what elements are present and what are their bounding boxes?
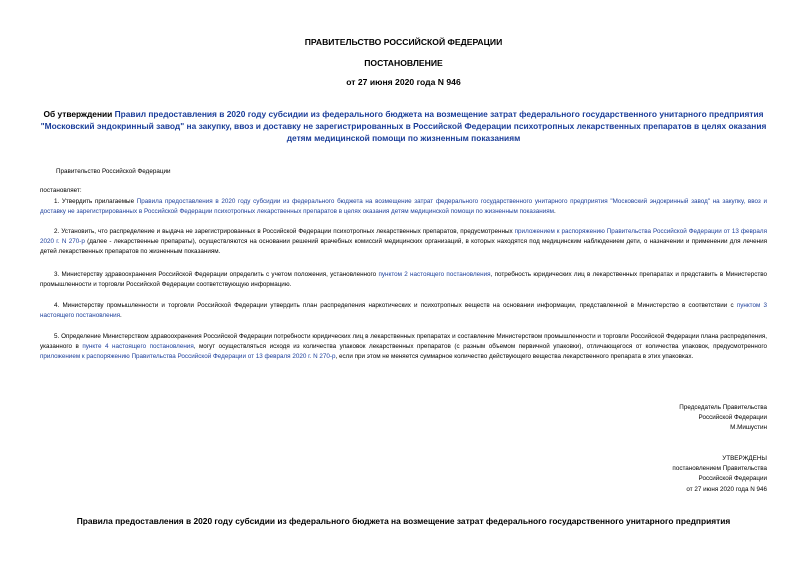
approval-block xyxy=(517,454,767,495)
signature-position: Председатель Правительства xyxy=(679,404,767,411)
rules-heading: Правила предоставления в 2020 году субсидии из федерального бюджета на возмещение затрат федерального государственного унитарного предприятия xyxy=(76,516,731,526)
p4-text-b: . xyxy=(120,312,122,320)
approval-title: УТВЕРЖДЕНЫ xyxy=(722,455,767,462)
p4-item3-link[interactable]: пунктом 3 настоящего постановления xyxy=(40,302,767,320)
p2-text-b: (далее - лекарственные препараты), осуществляются на основании решений врачебных комиссий медицинских организаций, в которых находятся под медицинским наблюдением дети, о назначении и применении для лечения детей лекарственных препаратов по жизненным показаниям. xyxy=(40,238,767,256)
paragraph-3 xyxy=(40,270,767,290)
p5-text-a: 5. Определение Министерством здравоохранения Российской Федерации потребности юридических лиц в лекарственных препаратах и составление Министерством промышленности и торговли Российской Федерации плана распределения, указанного в xyxy=(40,333,767,351)
title-rules-link[interactable]: Правил предоставления в 2020 году субсидии из федерального бюджета на возмещение затрат федерального государственного унитарного предприятия "Московский эндокринный завод" на закупку, ввоз и доставку не зарегистрированных в Российской Федерации психотропных лекарственных препаратов в целях оказания детям медицинской помощи по жизненным показаниям xyxy=(40,109,767,143)
p1-text-b: . xyxy=(553,208,556,216)
p5-text-c: , если при этом не меняется суммарное количество действующего вещества лекарственного препарата в этих упаковках. xyxy=(335,353,694,361)
title-prefix: Об утверждении xyxy=(43,109,115,119)
p2-order-link[interactable]: приложением к распоряжению Правительства Российской Федерации от 13 февраля 2020 г. N 270-р xyxy=(40,228,767,246)
document-title xyxy=(40,108,767,144)
p4-text-a: 4. Министерству промышленности и торговли Российской Федерации утвердить план распределения наркотических и психотропных веществ на основании информации, представленной в Министерство в соответствии с xyxy=(54,302,737,309)
p5-item4-link[interactable]: пункте 4 настоящего постановления xyxy=(82,343,194,351)
approval-line-4: от 27 июня 2020 года N 946 xyxy=(686,485,767,493)
approval-line-2: постановлением Правительства xyxy=(672,465,767,473)
p1-text-a: 1. Утвердить прилагаемые xyxy=(54,198,137,205)
p3-text-a: 3. Министерству здравоохранения Российской Федерации определить с учетом положения, установленного xyxy=(54,271,379,278)
signature-name: М.Мишустин xyxy=(730,424,767,432)
approval-line-3: Российской Федерации xyxy=(698,475,767,483)
document-date-number: от 27 июня 2020 года N 946 xyxy=(346,77,461,87)
p5-order-link[interactable]: приложением к распоряжению Правительства Российской Федерации от 13 февраля 2020 г. N 270-р xyxy=(40,353,336,361)
paragraph-1 xyxy=(40,197,767,217)
signature-block xyxy=(517,403,767,434)
p5-text-b: , могут осуществляться исходя из количества упаковок лекарственных препаратов (с разным объемом первичной упаковки), отличающегося от количества упаковок, предусмотренного xyxy=(193,343,767,351)
p3-item2-link[interactable]: пунктом 2 настоящего постановления xyxy=(378,271,491,278)
paragraph-4 xyxy=(40,301,767,321)
paragraph-5 xyxy=(40,332,767,363)
p3-text-b: , потребность юридических лиц в лекарственных препаратах и представить в Министерство промышленности и торговли Российской Федерации соответствующую информацию. xyxy=(40,271,768,289)
issuer-heading: ПРАВИТЕЛЬСТВО РОССИЙСКОЙ ФЕДЕРАЦИИ xyxy=(304,37,503,47)
government-label: Правительство Российской Федерации xyxy=(56,168,171,175)
p2-text-a: 2. Установить, что распределение и выдача не зарегистрированных в Российской Федерации психотропных лекарственных препаратов, предусмотренных xyxy=(54,228,515,235)
document-type: ПОСТАНОВЛЕНИЕ xyxy=(364,58,443,68)
p1-rules-link[interactable]: Правила предоставления в 2020 году субсидии из федерального бюджета на возмещение затрат федерального государственного унитарного предприятия "Московский эндокринный завод" на закупку, ввоз и доставку не зарегистрированных в Российской Федерации психотропных лекарственных препаратов в целях оказания детям медицинской помощи по жизненным показаниям xyxy=(40,198,768,216)
resolves-label: постановляет: xyxy=(40,187,82,194)
paragraph-2 xyxy=(40,227,767,258)
signature-organization: Российской Федерации xyxy=(698,414,767,422)
